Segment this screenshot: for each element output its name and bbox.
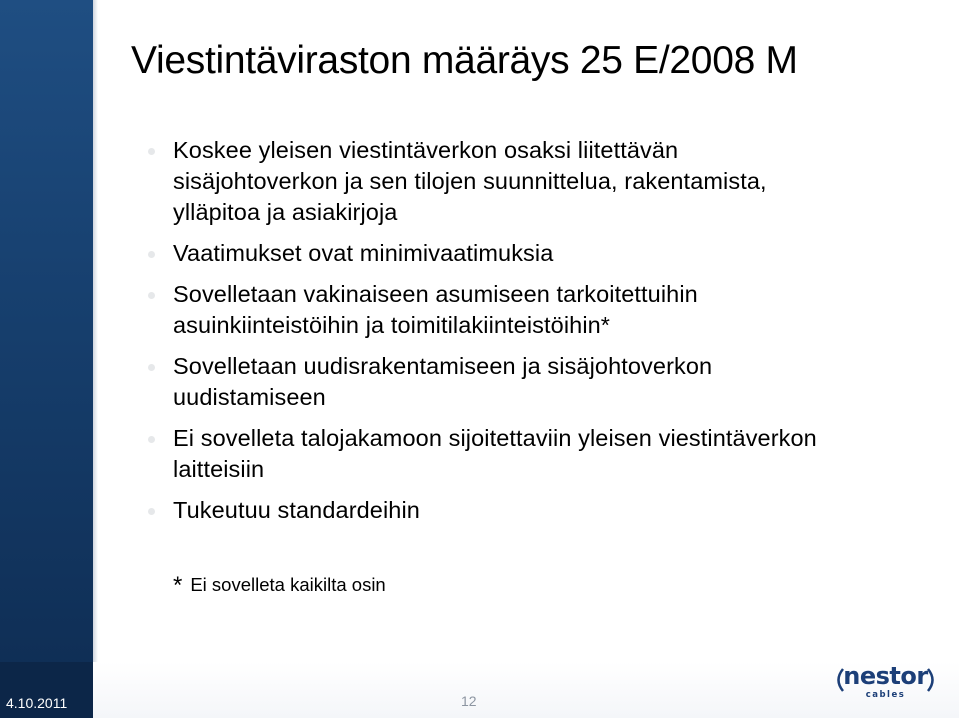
- bullet-list: [148, 135, 938, 536]
- bullet-dot-icon: [148, 251, 155, 258]
- nestor-cables-logo: [833, 662, 938, 700]
- bullet-line: asuinkiinteistöihin ja toimitilakiinteistöihin*: [173, 312, 611, 338]
- bullet-dot-icon: [148, 364, 155, 371]
- bullet-line: Ei sovelleta talojakamoon sijoitettaviin yleisen viestintäverkon: [173, 425, 817, 451]
- bullet-line: Sovelletaan uudisrakentamiseen ja sisäjohtoverkon: [173, 353, 713, 379]
- bullet-item: [148, 423, 938, 485]
- bullet-line: sisäjohtoverkon ja sen tilojen suunnittelua, rakentamista,: [173, 168, 767, 194]
- bullet-line: uudistamiseen: [173, 384, 326, 410]
- bullet-dot-icon: [148, 508, 155, 515]
- bullet-dot-icon: [148, 436, 155, 443]
- slide-title: Viestintäviraston määräys 25 E/2008 M: [131, 39, 798, 82]
- footnote: [173, 572, 386, 600]
- footer-date: 4.10.2011: [6, 695, 68, 711]
- footer-band: [93, 662, 959, 718]
- bullet-item: [148, 238, 938, 269]
- bullet-line: Vaatimukset ovat minimivaatimuksia: [173, 240, 554, 266]
- bullet-line: ylläpitoa ja asiakirjoja: [173, 199, 398, 225]
- footnote-text: Ei sovelleta kaikilta osin: [190, 574, 386, 595]
- logo-right-arc-icon: [926, 668, 938, 692]
- bullet-dot-icon: [148, 292, 155, 299]
- bullet-item: [148, 135, 938, 228]
- bullet-dot-icon: [148, 148, 155, 155]
- bullet-line: Sovelletaan vakinaiseen asumiseen tarkoitettuihin: [173, 281, 698, 307]
- page-number: 12: [461, 693, 477, 709]
- sidebar-band: [0, 0, 93, 718]
- bullet-item: [148, 279, 938, 341]
- bullet-item: [148, 351, 938, 413]
- bullet-line: laitteisiin: [173, 456, 265, 482]
- logo-wordmark: nestor: [843, 662, 928, 690]
- bullet-line: Koskee yleisen viestintäverkon osaksi liitettävän: [173, 137, 679, 163]
- footnote-marker: *: [173, 572, 183, 599]
- bullet-line: Tukeutuu standardeihin: [173, 497, 420, 523]
- logo-tagline: cables: [865, 690, 906, 700]
- sidebar-shadow: [93, 0, 98, 718]
- bullet-item: [148, 495, 938, 526]
